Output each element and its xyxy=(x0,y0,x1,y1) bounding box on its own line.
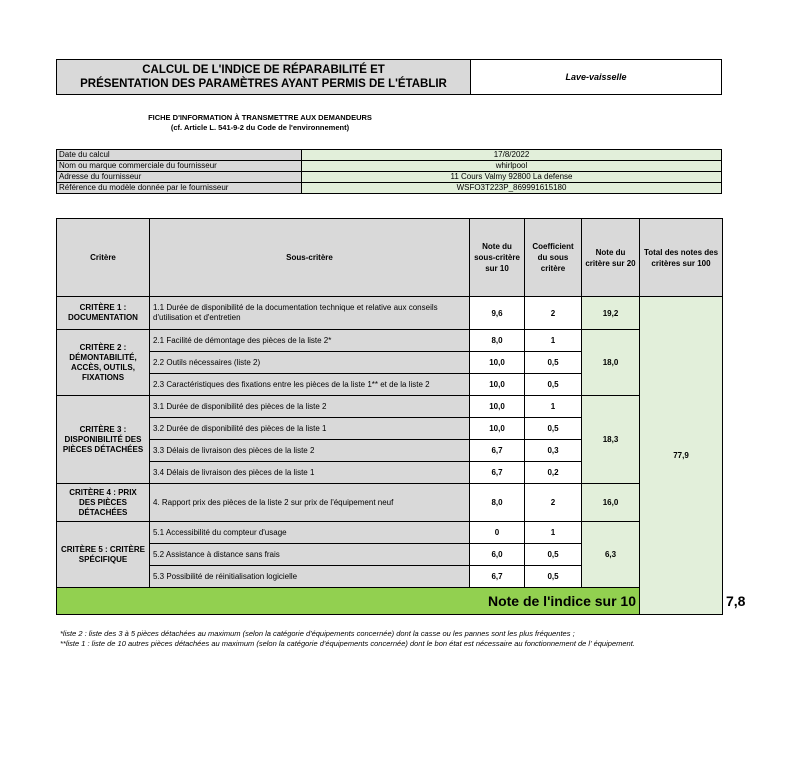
sub-coef: 1 xyxy=(525,330,582,352)
criterion-score: 19,2 xyxy=(582,297,640,330)
criterion-score: 18,3 xyxy=(582,396,640,484)
col-header-sous-critere: Sous-critère xyxy=(150,219,470,297)
info-row-model xyxy=(57,183,722,194)
info-label: Nom ou marque commerciale du fournisseur xyxy=(57,161,302,172)
info-row-address xyxy=(57,172,722,183)
table-row xyxy=(57,522,723,544)
footnote-liste-2: *liste 2 : liste des 3 à 5 pièces détachées au maximum (selon la catégorie d'équipements concernée) dont la casse ou les pannes sont les plus fréquentes ; xyxy=(60,629,575,638)
sub-note: 9,6 xyxy=(470,297,525,330)
repairability-score-table xyxy=(56,218,746,615)
col-header-note-critere: Note du critère sur 20 xyxy=(582,219,640,297)
document-title xyxy=(57,60,471,94)
criterion-score: 18,0 xyxy=(582,330,640,396)
criterion-name: CRITÈRE 2 : DÉMONTABILITÉ, ACCÈS, OUTILS, FIXATIONS xyxy=(57,330,150,396)
total-score: 77,9 xyxy=(640,297,723,615)
info-value: WSFO3T223P_869991615180 xyxy=(302,183,722,194)
sub-criterion: 3.4 Délais de livraison des pièces de la liste 1 xyxy=(150,462,470,484)
sub-note: 8,0 xyxy=(470,330,525,352)
criterion-name: CRITÈRE 5 : CRITÈRE SPÉCIFIQUE xyxy=(57,522,150,588)
col-header-coef: Coefficient du sous critère xyxy=(525,219,582,297)
subheader-line-2: (cf. Article L. 541-9-2 du Code de l'environnement) xyxy=(170,123,350,132)
info-value: 17/8/2022 xyxy=(302,150,722,161)
sub-note: 10,0 xyxy=(470,352,525,374)
sub-coef: 2 xyxy=(525,297,582,330)
sub-criterion: 4. Rapport prix des pièces de la liste 2 sur prix de l'équipement neuf xyxy=(150,484,470,522)
footnotes xyxy=(60,629,730,649)
col-header-critere: Critère xyxy=(57,219,150,297)
sub-criterion: 3.2 Durée de disponibilité des pièces de la liste 1 xyxy=(150,418,470,440)
table-row xyxy=(57,396,723,418)
sub-coef: 0,5 xyxy=(525,374,582,396)
sub-criterion: 2.2 Outils nécessaires (liste 2) xyxy=(150,352,470,374)
sub-note: 6,7 xyxy=(470,566,525,588)
sub-criterion: 5.2 Assistance à distance sans frais xyxy=(150,544,470,566)
sub-note: 10,0 xyxy=(470,374,525,396)
table-row xyxy=(57,484,723,522)
criterion-name: CRITÈRE 4 : PRIX DES PIÈCES DÉTACHÉES xyxy=(57,484,150,522)
sub-note: 6,7 xyxy=(470,440,525,462)
sub-criterion: 1.1 Durée de disponibilité de la documentation technique et relative aux conseils d'utilisation et d'entretien xyxy=(150,297,470,330)
info-row-date xyxy=(57,150,722,161)
criterion-name: CRITÈRE 3 : DISPONIBILITÉ DES PIÈCES DÉTACHÉES xyxy=(57,396,150,484)
info-label: Date du calcul xyxy=(57,150,302,161)
sub-note: 10,0 xyxy=(470,396,525,418)
sub-coef: 0,3 xyxy=(525,440,582,462)
sub-coef: 0,5 xyxy=(525,544,582,566)
sub-coef: 1 xyxy=(525,396,582,418)
title-line-2: PRÉSENTATION DES PARAMÈTRES AYANT PERMIS DE L'ÉTABLIR xyxy=(80,78,447,90)
info-value: whirlpool xyxy=(302,161,722,172)
sub-note: 8,0 xyxy=(470,484,525,522)
sub-note: 6,0 xyxy=(470,544,525,566)
table-row xyxy=(57,330,723,352)
footnote-liste-1: **liste 1 : liste de 10 autres pièces détachées au maximum (selon la catégorie d'équipements concernée) dont le bon état est nécessaire au fonctionnement de l' équipement. xyxy=(60,639,635,648)
sub-criterion: 3.1 Durée de disponibilité des pièces de la liste 2 xyxy=(150,396,470,418)
sub-criterion: 2.1 Facilité de démontage des pièces de la liste 2* xyxy=(150,330,470,352)
supplier-info-table xyxy=(56,149,722,194)
document-title-box xyxy=(56,59,722,95)
final-score-label: Note de l'indice sur 10 xyxy=(57,588,640,615)
sub-criterion: 3.3 Délais de livraison des pièces de la liste 2 xyxy=(150,440,470,462)
info-value: 11 Cours Valmy 92800 La defense xyxy=(302,172,722,183)
sub-coef: 2 xyxy=(525,484,582,522)
header-row xyxy=(57,219,723,297)
table-row xyxy=(57,297,723,330)
criterion-score: 16,0 xyxy=(582,484,640,522)
sub-coef: 0,2 xyxy=(525,462,582,484)
info-label: Adresse du fournisseur xyxy=(57,172,302,183)
col-header-total: Total des notes des critères sur 100 xyxy=(640,219,723,297)
sub-coef: 0,5 xyxy=(525,566,582,588)
sub-coef: 0,5 xyxy=(525,352,582,374)
product-category: Lave-vaisselle xyxy=(565,72,627,82)
sub-note: 10,0 xyxy=(470,418,525,440)
sub-criterion: 2.3 Caractéristiques des fixations entre les pièces de la liste 1** et de la liste 2 xyxy=(150,374,470,396)
subheader-line-1: FICHE D'INFORMATION À TRANSMETTRE AUX DEMANDEURS xyxy=(148,113,372,122)
sub-note: 0 xyxy=(470,522,525,544)
sub-criterion: 5.3 Possibilité de réinitialisation logicielle xyxy=(150,566,470,588)
title-line-1: CALCUL DE L'INDICE DE RÉPARABILITÉ ET xyxy=(142,64,385,76)
final-score-row: Note de l'indice sur 10 7,8 xyxy=(57,588,723,615)
sub-coef: 1 xyxy=(525,522,582,544)
criterion-name: CRITÈRE 1 : DOCUMENTATION xyxy=(57,297,150,330)
criterion-score: 6,3 xyxy=(582,522,640,588)
form-subheader xyxy=(130,113,390,133)
sub-criterion: 5.1 Accessibilité du compteur d'usage xyxy=(150,522,470,544)
col-header-note-sous: Note du sous-critère sur 10 xyxy=(470,219,525,297)
info-label: Référence du modèle donnée par le fournisseur xyxy=(57,183,302,194)
info-row-brand xyxy=(57,161,722,172)
sub-coef: 0,5 xyxy=(525,418,582,440)
sub-note: 6,7 xyxy=(470,462,525,484)
